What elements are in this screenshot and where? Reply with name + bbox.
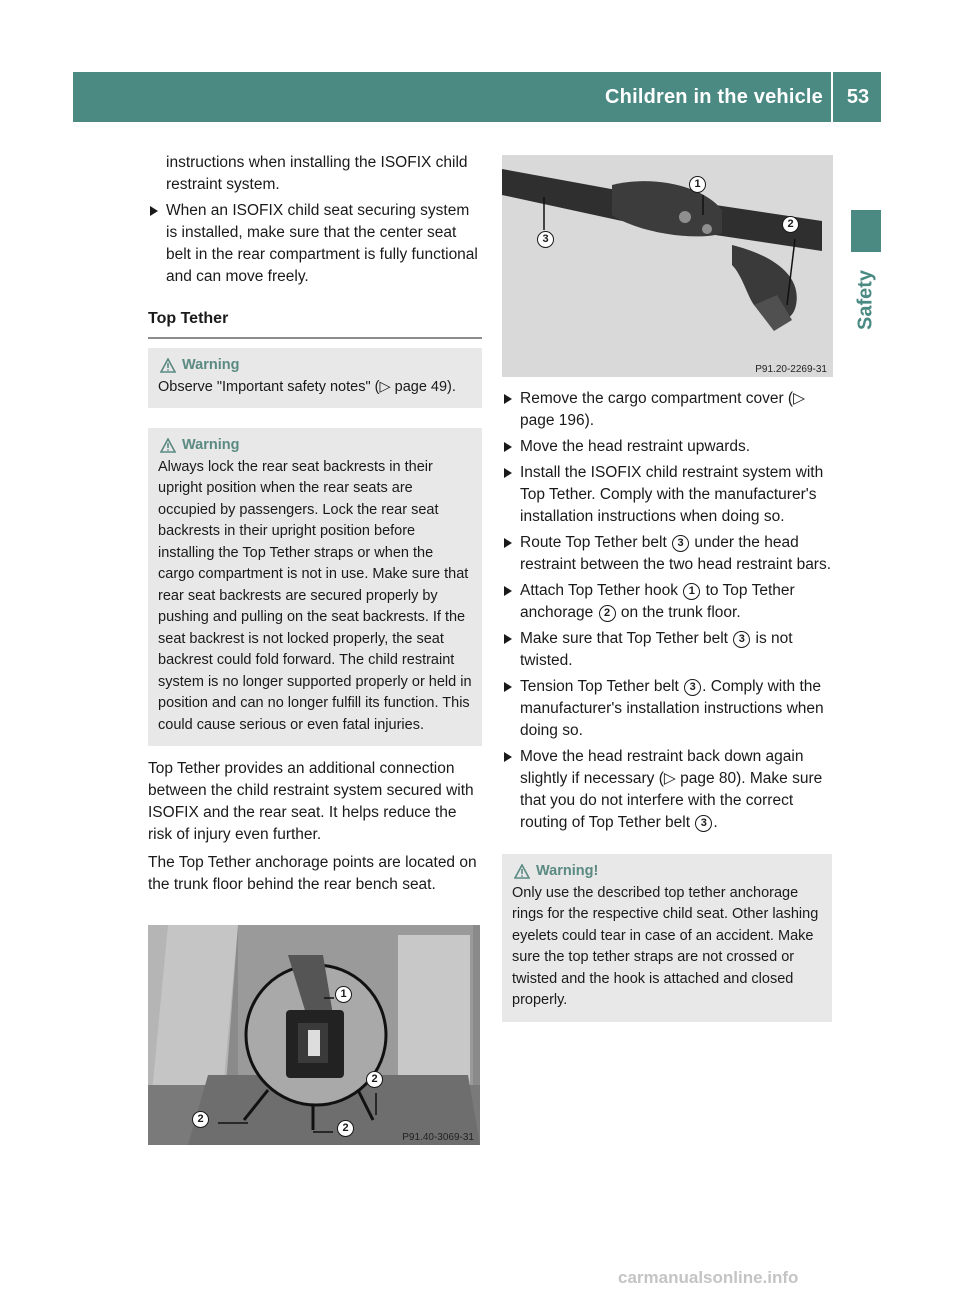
watermark: carmanualsonline.info: [618, 1268, 799, 1287]
step-text: Remove the cargo compartment cover (▷ page 196).: [520, 390, 806, 429]
bullet-arrow-icon: [504, 586, 512, 596]
step-text: Move the head restraint upwards.: [520, 438, 751, 455]
figure-id: P91.20-2269-31: [755, 364, 827, 375]
page-number: 53: [846, 86, 870, 108]
chapter-title: Children in the vehicle: [605, 86, 823, 108]
step-text: Install the ISOFIX child restraint system with Top Tether. Comply with the manufacturer's installation instructions when doing so.: [520, 464, 824, 525]
left-column: [148, 152, 482, 896]
side-tab-marker: [851, 210, 881, 252]
callout-marker: 1: [689, 176, 706, 193]
figure-id: P91.40-3069-31: [402, 1132, 474, 1143]
warning-box-2: [148, 428, 482, 746]
paragraph-top-tether-intro: Top Tether provides an additional connection between the child restraint system secured with ISOFIX and the rear seat. It helps reduce the risk of injury even further.: [148, 760, 474, 843]
step-text: .: [713, 814, 718, 831]
bullet-arrow-icon: [504, 752, 512, 762]
step-text: is not twisted.: [520, 630, 793, 669]
callout-marker: 2: [782, 216, 799, 233]
bullet-isofix-center-belt: [148, 200, 482, 288]
callout-marker: 2: [192, 1111, 209, 1128]
warning-box-1: [148, 348, 482, 408]
callout-ref: 3: [672, 535, 689, 552]
side-tab-label: Safety: [854, 269, 877, 331]
bullet-arrow-icon: [504, 634, 512, 644]
step-lower-head-restraint: [502, 746, 832, 834]
warning-title-text: Warning: [182, 357, 240, 373]
step-tension-belt: [502, 676, 832, 742]
figure-trunk-anchorage: [148, 925, 480, 1145]
step-raise-head-restraint: [502, 436, 832, 458]
step-text: Move the head restraint back down again slightly if necessary (▷ page 80). Make sure that you do not interfere with the correct routing of Top Tether belt: [520, 748, 823, 831]
paragraph-anchorage-location: The Top Tether anchorage points are located on the trunk floor behind the rear bench seat.: [148, 854, 477, 893]
step-text: Attach Top Tether hook: [520, 582, 683, 599]
bullet-arrow-icon: [504, 538, 512, 548]
step-install-isofix: [502, 462, 832, 528]
step-text: under the head restraint between the two head restraint bars.: [520, 534, 832, 573]
right-column: [502, 388, 832, 1022]
callout-ref: 2: [599, 605, 616, 622]
step-attach-hook: [502, 580, 832, 624]
bullet-arrow-icon: [504, 682, 512, 692]
warning-title: [158, 355, 472, 377]
warning-title: [512, 861, 822, 883]
step-text: to Top Tether anchorage: [520, 582, 795, 621]
top-tether-hook-illustration: [502, 155, 833, 377]
section-title: Top Tether: [148, 308, 482, 339]
bullet-arrow-icon: [150, 206, 158, 216]
intro-text: instructions when installing the ISOFIX child restraint system.: [166, 154, 468, 193]
step-route-belt: [502, 532, 832, 576]
step-text: . Comply with the manufacturer's installation instructions when doing so.: [520, 678, 824, 739]
callout-ref: 3: [695, 815, 712, 832]
warning-title-text: Warning: [182, 437, 240, 453]
warning-triangle-icon: [160, 438, 176, 453]
callout-marker: 1: [335, 986, 352, 1003]
warning-triangle-icon: [160, 358, 176, 373]
figure-top-tether-hook: [502, 155, 833, 377]
callout-marker: 3: [537, 231, 554, 248]
warning-text: Only use the described top tether anchorage rings for the respective child seat. Other lashing eyelets could tear in case of an accident. Make sure the top tether straps are not crossed or twisted and the hook is attached and closed properly.: [512, 884, 819, 1008]
step-text: on the trunk floor.: [616, 604, 741, 621]
callout-ref: 1: [683, 583, 700, 600]
step-text: Make sure that Top Tether belt: [520, 630, 733, 647]
warning-text: Always lock the rear seat backrests in their upright position when the rear seats are occupied by passengers. Lock the rear seat backrests in their upright position before installing the Top Tether straps or when the cargo compartment is not in use. Make sure that rear seat backrests are secured properly by pushing and pulling on the seat backrests. If the seat backrest is not locked properly, the seat backrest could fold forward. The child restraint system is no longer supported properly or held in position and can no longer fulfill its function. This could cause serious or even fatal injuries.: [158, 458, 472, 733]
bullet-arrow-icon: [504, 394, 512, 404]
callout-ref: 3: [733, 631, 750, 648]
bullet-arrow-icon: [504, 442, 512, 452]
warning-title: [158, 435, 472, 457]
step-text: Route Top Tether belt: [520, 534, 672, 551]
warning-text: Observe "Important safety notes" (▷ page 49).: [158, 378, 456, 395]
bullet-arrow-icon: [504, 468, 512, 478]
step-text: Tension Top Tether belt: [520, 678, 684, 695]
callout-marker: 2: [337, 1120, 354, 1137]
step-check-twist: [502, 628, 832, 672]
callout-ref: 3: [684, 679, 701, 696]
warning-box-3: [502, 854, 832, 1022]
bullet-text: When an ISOFIX child seat securing system is installed, make sure that the center seat belt in the rear compartment is fully functional and can move freely.: [166, 202, 478, 285]
header-divider: [831, 72, 833, 122]
callout-marker: 2: [366, 1071, 383, 1088]
step-remove-cover: [502, 388, 832, 432]
warning-triangle-icon: [514, 864, 530, 879]
warning-title-text: Warning!: [536, 863, 599, 879]
